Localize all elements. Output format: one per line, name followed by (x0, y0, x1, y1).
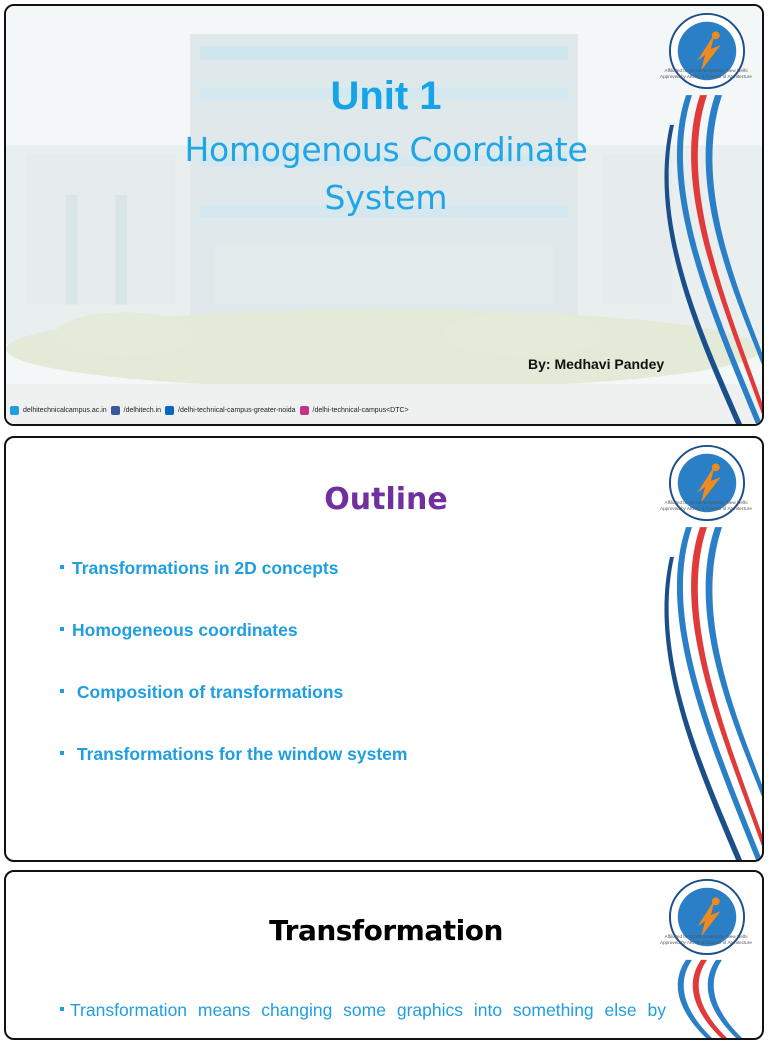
linkedin-link[interactable]: /delhi-technical-campus-greater-noida (178, 407, 296, 414)
list-item (60, 558, 407, 620)
bullet-icon (60, 751, 64, 755)
logo-caption-approval: Approved by AICTE & Council of Architecture (660, 940, 752, 945)
author-label: By: Medhavi Pandey (528, 356, 665, 372)
slide-subtitle-line2: System (324, 178, 448, 217)
slide-outline (4, 436, 764, 862)
instagram-icon (300, 406, 309, 415)
social-links-bar (10, 406, 409, 415)
list-item (60, 620, 407, 682)
website-link[interactable]: delhitechnicalcampus.ac.in (23, 407, 107, 414)
linkedin-icon (165, 406, 174, 415)
logo-caption-approval: Approved by AICTE & Council of Architecture (660, 74, 752, 79)
logo-caption-affiliation: Affiliated to GGSIP University, New Delhi (664, 500, 748, 505)
list-item (60, 744, 407, 806)
outline-list (60, 558, 407, 806)
list-item-text: Transformations in 2D concepts (72, 558, 339, 578)
transformation-body-text (60, 1000, 720, 1021)
slide-transformation (4, 870, 764, 1040)
facebook-icon (111, 406, 120, 415)
logo-caption-affiliation: Affiliated to GGSIP University, New Delhi (664, 934, 748, 939)
slide-subtitle-line1: Homogenous Coordinate (184, 130, 588, 169)
list-item (60, 682, 407, 744)
logo-caption-approval: Approved by AICTE & Council of Architecture (660, 506, 752, 511)
slide-title-heading: Unit 1 (330, 74, 442, 118)
outline-heading: Outline (324, 482, 448, 517)
bullet-icon (60, 1007, 64, 1011)
instagram-link[interactable]: /delhi-technical-campus<DTC> (312, 407, 409, 414)
bullet-icon (60, 565, 64, 569)
bullet-icon (60, 689, 64, 693)
facebook-link[interactable]: /delhitech.in (123, 407, 162, 414)
list-item-text: Transformations for the window system (72, 744, 408, 764)
slide-title (4, 4, 764, 426)
list-item-text: Composition of transformations (72, 682, 344, 702)
globe-icon (10, 406, 19, 415)
body-text: Transformation means changing some graphics into something else by (70, 1000, 666, 1020)
list-item-text: Homogeneous coordinates (72, 620, 298, 640)
logo-caption-affiliation: Affiliated to GGSIP University, New Delhi (664, 68, 748, 73)
transformation-heading: Transformation (269, 914, 503, 947)
bullet-icon (60, 627, 64, 631)
